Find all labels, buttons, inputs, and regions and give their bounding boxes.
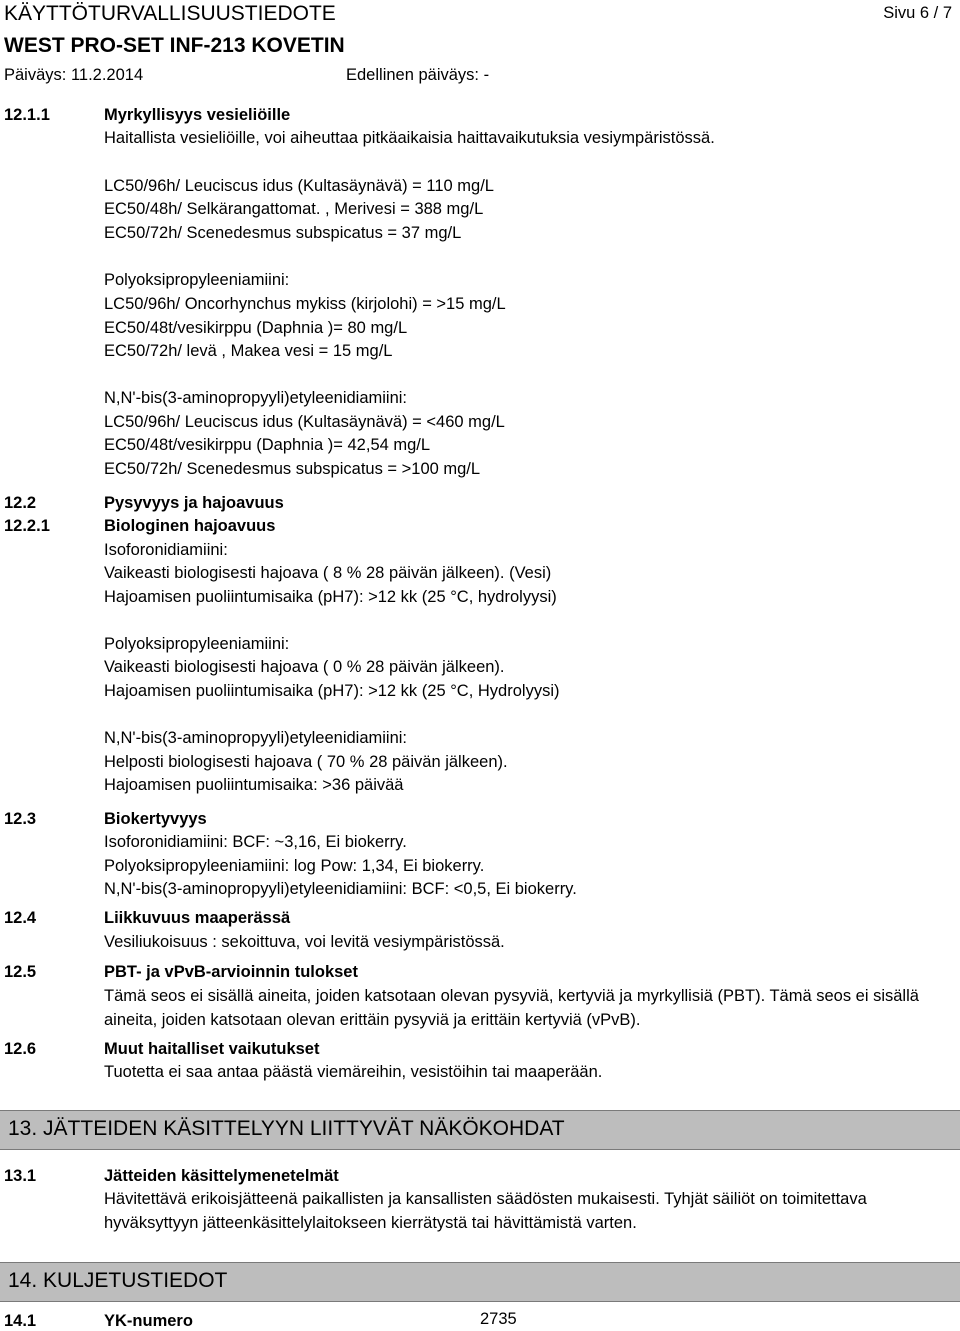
degradation-line: Vaikeasti biologisesti hajoava ( 0 % 28 päivän jälkeen).	[104, 658, 505, 676]
section-title-14-1: YK-numero	[104, 1312, 193, 1330]
section-number-13-1: 13.1	[4, 1167, 37, 1185]
bioaccumulation-line: Isoforonidiamiini: BCF: ~3,16, Ei biokerry.	[104, 833, 407, 851]
section-heading-14	[0, 1262, 960, 1302]
degradation-substance: N,N'-bis(3-aminopropyyli)etyleenidiamiini:	[104, 729, 408, 747]
section-title-12-2: Pysyvyys ja hajoavuus	[104, 494, 284, 512]
degradation-line: Hajoamisen puoliintumisaika (pH7): >12 kk (25 °C, hydrolyysi)	[104, 588, 557, 606]
waste-methods-text: Hävitettävä erikoisjätteenä paikallisten ja kansallisten säädösten mukaisesti. Tyhjät säiliöt on toimitettava hyväksyttyyn jätteenkäsittelylaitokseen kierrätystä tai hävittämistä varten.	[104, 1190, 867, 1232]
section-number-12-3: 12.3	[4, 810, 37, 828]
section-title-12-6: Muut haitalliset vaikutukset	[104, 1040, 320, 1058]
toxicity-line: LC50/96h/ Leuciscus idus (Kultasäynävä) = <460 mg/L	[104, 413, 505, 431]
section-title-12-1-1: Myrkyllisyys vesieliöille	[104, 106, 291, 124]
section-number-12-1-1: 12.1.1	[4, 106, 50, 124]
degradation-line: Hajoamisen puoliintumisaika (pH7): >12 kk (25 °C, Hydrolyysi)	[104, 682, 560, 700]
issue-date: Päiväys: 11.2.2014	[4, 66, 144, 84]
section-heading-13	[0, 1110, 960, 1150]
toxicity-intro: Haitallista vesieliöille, voi aiheuttaa pitkäaikaisia haittavaikutuksia vesiympäristössä.	[104, 129, 715, 147]
toxicity-line: EC50/72h/ levä , Makea vesi = 15 mg/L	[104, 342, 393, 360]
toxicity-line: EC50/48t/vesikirppu (Daphnia )= 42,54 mg/L	[104, 436, 431, 454]
section-number-12-2-1: 12.2.1	[4, 517, 50, 535]
pbt-text: Tämä seos ei sisällä aineita, joiden katsotaan olevan pysyviä, kertyviä ja myrkyllisiä (PBT). Tämä seos ei sisällä aineita, joiden katsotaan olevan erittäin pysyviä ja erittäin kertyviä (vPvB).	[104, 987, 919, 1029]
other-effects-text: Tuotetta ei saa antaa päästä viemäreihin, vesistöihin tai maaperään.	[104, 1063, 603, 1081]
section-number-12-2: 12.2	[4, 494, 37, 512]
toxicity-line: EC50/48t/vesikirppu (Daphnia )= 80 mg/L	[104, 319, 408, 337]
toxicity-line: LC50/96h/ Leuciscus idus (Kultasäynävä) = 110 mg/L	[104, 177, 494, 195]
toxicity-line: LC50/96h/ Oncorhynchus mykiss (kirjolohi) = >15 mg/L	[104, 295, 506, 313]
bioaccumulation-line: Polyoksipropyleeniamiini: log Pow: 1,34, Ei biokerry.	[104, 857, 485, 875]
section-number-12-6: 12.6	[4, 1040, 37, 1058]
mobility-text: Vesiliukoisuus : sekoittuva, voi levitä vesiympäristössä.	[104, 933, 505, 951]
section-title-12-4: Liikkuvuus maaperässä	[104, 909, 291, 927]
section-number-14-1: 14.1	[4, 1312, 37, 1330]
section-number-12-5: 12.5	[4, 963, 37, 981]
toxicity-line: EC50/72h/ Scenedesmus subspicatus = 37 mg/L	[104, 224, 462, 242]
degradation-line: Hajoamisen puoliintumisaika: >36 päivää	[104, 776, 404, 794]
degradation-line: Vaikeasti biologisesti hajoava ( 8 % 28 päivän jälkeen). (Vesi)	[104, 564, 552, 582]
section-title-13-1: Jätteiden käsittelymenetelmät	[104, 1167, 339, 1185]
degradation-substance: Polyoksipropyleeniamiini:	[104, 635, 290, 653]
document-title: KÄYTTÖTURVALLISUUSTIEDOTE	[4, 2, 336, 25]
toxicity-line: EC50/72h/ Scenedesmus subspicatus = >100 mg/L	[104, 460, 481, 478]
degradation-substance: Isoforonidiamiini:	[104, 541, 228, 559]
section-title-12-5: PBT- ja vPvB-arvioinnin tulokset	[104, 963, 358, 981]
page-number: Sivu 6 / 7	[883, 4, 952, 22]
section-number-12-4: 12.4	[4, 909, 37, 927]
previous-date: Edellinen päiväys: -	[346, 66, 490, 84]
section-heading-14-label: 14. KULJETUSTIEDOT	[8, 1269, 228, 1292]
product-name: WEST PRO-SET INF-213 KOVETIN	[4, 34, 345, 57]
section-title-12-2-1: Biologinen hajoavuus	[104, 517, 276, 535]
section-heading-13-label: 13. JÄTTEIDEN KÄSITTELYYN LIITTYVÄT NÄKÖKOHDAT	[8, 1117, 565, 1140]
section-title-12-3: Biokertyvyys	[104, 810, 207, 828]
un-number-value: 2735	[480, 1310, 517, 1328]
toxicity-substance: Polyoksipropyleeniamiini:	[104, 271, 290, 289]
toxicity-line: EC50/48h/ Selkärangattomat. , Merivesi = 388 mg/L	[104, 200, 484, 218]
bioaccumulation-line: N,N'-bis(3-aminopropyyli)etyleenidiamiini: BCF: <0,5, Ei biokerry.	[104, 880, 577, 898]
degradation-line: Helposti biologisesti hajoava ( 70 % 28 päivän jälkeen).	[104, 753, 508, 771]
toxicity-substance: N,N'-bis(3-aminopropyyli)etyleenidiamiini:	[104, 389, 408, 407]
